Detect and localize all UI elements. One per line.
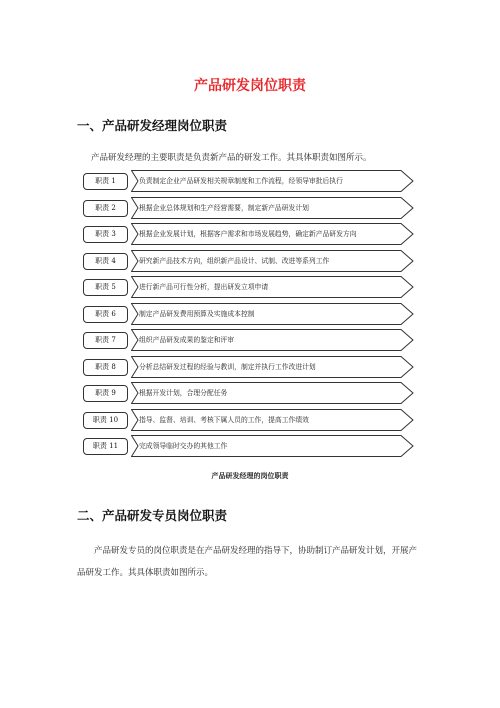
section2-paragraph: 产品研发专员的岗位职责是在产品研发经理的指导下，协助制订产品研发计划，开展产品研发工作。其具体职责如图所示。 bbox=[77, 546, 418, 578]
duty-label: 职责 1 bbox=[83, 173, 128, 190]
duty-label: 职责 8 bbox=[83, 359, 128, 376]
duty-label: 职责 2 bbox=[83, 200, 128, 217]
duty-text: 进行新产品可行性分析，提出研发立项申请 bbox=[139, 283, 269, 291]
diagram-caption: 产品研发经理的岗位职责 bbox=[211, 472, 289, 480]
duty-row bbox=[83, 407, 415, 434]
duty-arrow-box bbox=[131, 274, 414, 300]
duty-arrow-box bbox=[131, 433, 414, 459]
duty-text: 完成领导临时交办的其他工作 bbox=[139, 442, 228, 450]
duty-arrow-box bbox=[131, 195, 414, 221]
duty-text: 分析总结研发过程的经验与教训，制定并执行工作改进计划 bbox=[139, 362, 316, 371]
duty-row bbox=[83, 354, 415, 381]
duty-row bbox=[83, 433, 415, 460]
duty-arrow-box bbox=[131, 248, 414, 274]
duty-arrow-box bbox=[131, 168, 414, 194]
duty-label: 职责 6 bbox=[83, 306, 128, 323]
duty-row bbox=[83, 327, 415, 354]
section2-heading: 二、产品研发专员岗位职责 bbox=[77, 508, 228, 523]
section1-heading: 一、产品研发经理岗位职责 bbox=[77, 118, 228, 133]
duty-row bbox=[83, 221, 415, 248]
duty-diagram bbox=[83, 168, 415, 460]
duty-label: 职责 9 bbox=[83, 385, 128, 402]
duty-label: 职责 7 bbox=[83, 332, 128, 349]
duty-row bbox=[83, 195, 415, 222]
duty-row bbox=[83, 168, 415, 195]
duty-row bbox=[83, 274, 415, 301]
duty-text: 根据企业发展计划，根据客户需求和市场发展趋势，确定新产品研发方向 bbox=[139, 230, 357, 238]
duty-text: 研究新产品技术方向，组织新产品设计、试制、改进等系列工作 bbox=[139, 256, 330, 265]
duty-row bbox=[83, 301, 415, 328]
section1-intro: 产品研发经理的主要职责是负责新产品的研发工作。其具体职责如图所示。 bbox=[91, 153, 372, 163]
duty-label: 职责 3 bbox=[83, 226, 128, 243]
duty-text: 组织产品研发成果的鉴定和评审 bbox=[139, 336, 235, 344]
page-title: 产品研发岗位职责 bbox=[194, 78, 306, 94]
duty-text: 根据开发计划，合理分配任务 bbox=[139, 389, 228, 397]
duty-label: 职责 11 bbox=[83, 438, 128, 455]
duty-row bbox=[83, 248, 415, 275]
duty-text: 指导、监督、培训、考核下属人员的工作，提高工作绩效 bbox=[139, 415, 309, 424]
duty-arrow-box bbox=[131, 407, 414, 433]
duty-text: 根据企业总体规划和生产经营需要，制定新产品研发计划 bbox=[139, 203, 309, 212]
duty-label: 职责 10 bbox=[83, 412, 128, 429]
duty-row bbox=[83, 380, 415, 407]
duty-arrow-box bbox=[131, 301, 414, 327]
duty-arrow-box bbox=[131, 354, 414, 380]
duty-arrow-box bbox=[131, 380, 414, 406]
duty-text: 制定产品研发费用预算及实施成本控制 bbox=[139, 309, 255, 318]
duty-text: 负责制定企业产品研发相关规章制度和工作流程，经领导审批后执行 bbox=[139, 177, 343, 185]
duty-label: 职责 4 bbox=[83, 253, 128, 270]
duty-label: 职责 5 bbox=[83, 279, 128, 296]
duty-arrow-box bbox=[131, 221, 414, 247]
duty-arrow-box bbox=[131, 327, 414, 353]
